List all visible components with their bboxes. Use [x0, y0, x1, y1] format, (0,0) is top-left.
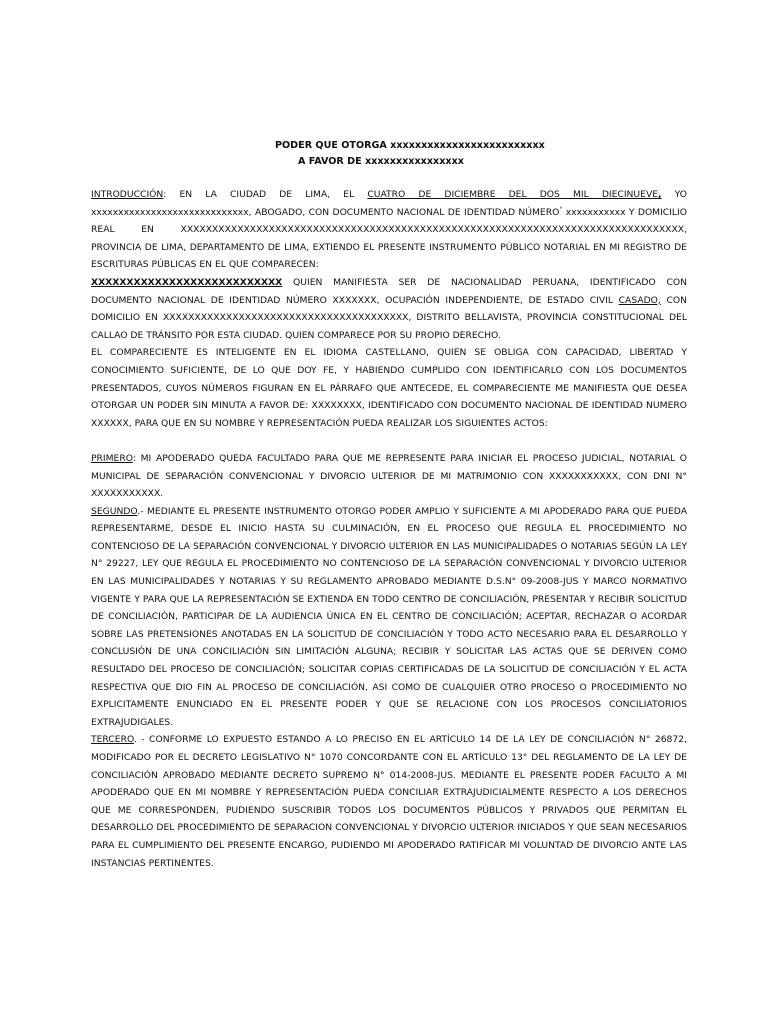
- title-line-1: PODER QUE OTORGA xxxxxxxxxxxxxxxxxxxxxxxxx: [275, 140, 545, 151]
- tercero-text: . - CONFORME LO EXPUESTO ESTANDO A LO PRECISO EN EL ARTÍCULO 14 DE LA LEY DE CONCILIACIÓN N° 26872, MODIFICADO POR EL DECRETO LEGISLATIVO N° 1070 CONCORDANTE CON EL ARTÍCULO 13° DEL REGLAMENTO DE LA LEY DE CONCILIACIÓN APROBADO MEDIANTE DECRETO SUPREMO N° 014-2008-JUS. MEDIANTE EL PRESENTE PODER FACULTO A MI APODERADO QUE EN MI NOMBRE Y REPRESENTACIÓN PUEDA CONCILIAR EXTRAJUDICIALMENTE RESPECTO A LOS DERECHOS QUE ME CORRESPONDEN, PUDIENDO SUSCRIBIR TODOS LOS DOCUMENTOS PÚBLICOS Y PRIVADOS QUE PERMITAN EL DESARROLLO DEL PROCEDIMIENTO DE SEPARACION CONVENCIONAL Y DIVORCIO ULTERIOR INICIADOS Y QUE SEAN NECESARIOS PARA EL CUMPLIMIENTO DEL PRESENTE ENCARGO, PUDIENDO MI APODERADO RATIFICAR MI VOLUNTAD DE DIVORCIO ANTE LAS INSTANCIAS PERTINENTES.: [91, 734, 687, 869]
- paragraph-declaracion: EL COMPARECIENTE ES INTELIGENTE EN EL IDIOMA CASTELLANO, QUIEN SE OBLIGA CON CAPACIDAD, LIBERTAD Y CONOCIMIENTO SUFICIENTE, DE LO QUE DOY FE, Y HABIENDO CUMPLIDO CON IDENTIFICARLO CON LOS DOCUMENTOS PRESENTADOS, CUYOS NÚMEROS FIGURAN EN EL PÁRRAFO QUE ANTECEDE, EL COMPARECIENTE ME MANIFIESTA QUE DESEA OTORGAR UN PODER SIN MINUTA A FAVOR DE: XXXXXXXX, IDENTIFICADO CON DOCUMENTO NACIONAL DE IDENTIDAD NUMERO XXXXXX, PARA QUE EN SU NOMBRE Y REPRESENTACIÓN PUEDA REALIZAR LOS SIGUIENTES ACTOS:: [91, 347, 687, 429]
- segundo-text: .- MEDIANTE EL PRESENTE INSTRUMENTO OTORGO PODER AMPLIO Y SUFICIENTE A MI APODERADO PARA QUE PUEDA REPRESENTARME, DESDE EL INICIO HASTA SU CULMINACIÓN, EN EL PROCESO QUE REGULA EL PROCEDIMIENTO NO CONTENCIOSO DE LA SEPARACIÓN CONVENCIONAL Y DIVORCIO ULTERIOR EN LAS MUNICIPALIDADES O NOTARIAS SEGÚN LA LEY N° 29227, LEY QUE REGULA EL PROCEDIMIENTO NO CONTENCIOSO DE LA SEPARACIÓN CONVENCIONAL Y DIVORCIO ULTERIOR EN LAS MUNICIPALIDADES Y NOTARIAS Y SU REGLAMENTO APROBADO MEDIANTE D.S.N° 09-2008-JUS Y MARCO NORMATIVO VIGENTE Y PARA QUE LA REPRESENTACIÓN SE EXTIENDA EN TODO CENTRO DE CONCILIACIÓN, PRESENTAR Y RECIBIR SOLICITUD DE CONCILIACIÓN, PARTICIPAR DE LA AUDIENCIA ÚNICA EN EL CENTRO DE CONCILIACIÓN; ACEPTAR, RECHAZAR O ACORDAR SOBRE LAS PRETENSIONES ANOTADAS EN LA SOLICITUD DE CONCILIACIÓN Y TODO ACTO NECESARIO PARA EL DESARROLLO Y CONCLUSIÓN DE UNA CONCILIACIÓN SIN LIMITACIÓN ALGUNA; RECIBIR Y SOLICITAR LAS ACTAS QUE SE DERIVEN COMO RESULTADO DEL PROCESO DE CONCILIACIÓN; SOLICITAR COPIAS CERTIFICADAS DE LA SOLICITUD DE CONCILIACIÓN Y EL ACTA RESPECTIVA QUE DIO FIN AL PROCESO DE CONCILIACIÓN, ASI COMO DE CUALQUIER OTRO PROCESO O PROCEDIMIENTO NO EXPLICITAMENTE ENUNCIADO EN EL PRESENTE PODER Y QUE SE RELACIONE CON LOS PROCESOS CONCILIATORIOS EXTRAJUDIGALES.: [91, 505, 687, 728]
- document-body: [91, 186, 687, 872]
- paragraph-introduccion: [91, 186, 687, 274]
- intro-comma: ,: [658, 189, 662, 200]
- compareciente-text-1: QUIEN MANIFIESTA SER DE NACIONALIDAD PERUANA, IDENTIFICADO CON DOCUMENTO NACIONAL DE IDENTIDAD NÚMERO XXXXXXX, OCUPACIÓN INDEPENDIENTE, DE ESTADO CIVIL: [91, 276, 687, 306]
- primero-text: : MI APODERADO QUEDA FACULTADO PARA QUE ME REPRESENTE PARA INICIAR EL PROCESO JUDICIAL, NOTARIAL O MUNICIPAL DE SEPARACIÓN CONVENCIONAL Y DIVORCIO ULTERIOR DE MI MATRIMONIO CON XXXXXXXXXXX, CON DNI N° XXXXXXXXXXX.: [91, 452, 687, 500]
- intro-text-3: xxxxxxxxxxx Y DOMICILIO REAL EN XXXXXXXXXXXXXXXXXXXXXXXXXXXXXXXXXXXXXXXXXXXXXXXXXXXXXXXXXXXXXXXXXXXXXXXXXXXXXXXX, PROVINCIA DE LIMA, DEPARTAMENTO DE LIMA, EXTIENDO EL PRESENTE INSTRUMENTO PÚBLICO NOTARIAL EN MI REGISTRO DE ESCRITURAS PÚBLICAS EN EL QUE COMPARECEN:: [91, 206, 687, 271]
- compareciente-text-2: CON DOMICILIO EN XXXXXXXXXXXXXXXXXXXXXXXXXXXXXXXXXXXXXXX, DISTRITO BELLAVISTA, PROVINCIA CONSTITUCIONAL DEL CALLAO DE TRÁNSITO POR ESTA CIUDAD. QUIEN COMPARECE POR SU PROPIO DERECHO.: [91, 294, 687, 341]
- compareciente-name: XXXXXXXXXXXXXXXXXXXXXXXXXXX: [91, 276, 283, 288]
- title-line-2: A FAVOR DE xxxxxxxxxxxxxxxx: [298, 156, 464, 167]
- intro-text-2: YO xxxxxxxxxxxxxxxxxxxxxxxxxxxxx, ABOGADO, CON DOCUMENTO NACIONAL DE IDENTIDAD NÚMERO: [91, 189, 687, 218]
- tercero-label: TERCERO: [91, 734, 134, 746]
- primero-label: PRIMERO: [91, 452, 133, 464]
- paragraph-tercero: [91, 731, 687, 872]
- compareciente-estado: CASADO,: [618, 294, 661, 306]
- segundo-label: SEGUNDO: [91, 505, 138, 517]
- paragraph-segundo: [91, 503, 687, 732]
- intro-text-1: : EN LA CIUDAD DE LIMA, EL: [163, 189, 368, 200]
- paragraph-compareciente: [91, 274, 687, 344]
- intro-superscript: °: [559, 205, 563, 213]
- intro-date: CUATRO DE DICIEMBRE DEL DOS MIL DIECINUEVE: [367, 189, 659, 200]
- paragraph-spacer: [91, 432, 687, 450]
- paragraph-primero: [91, 450, 687, 503]
- intro-label: INTRODUCCIÓN: [91, 189, 164, 200]
